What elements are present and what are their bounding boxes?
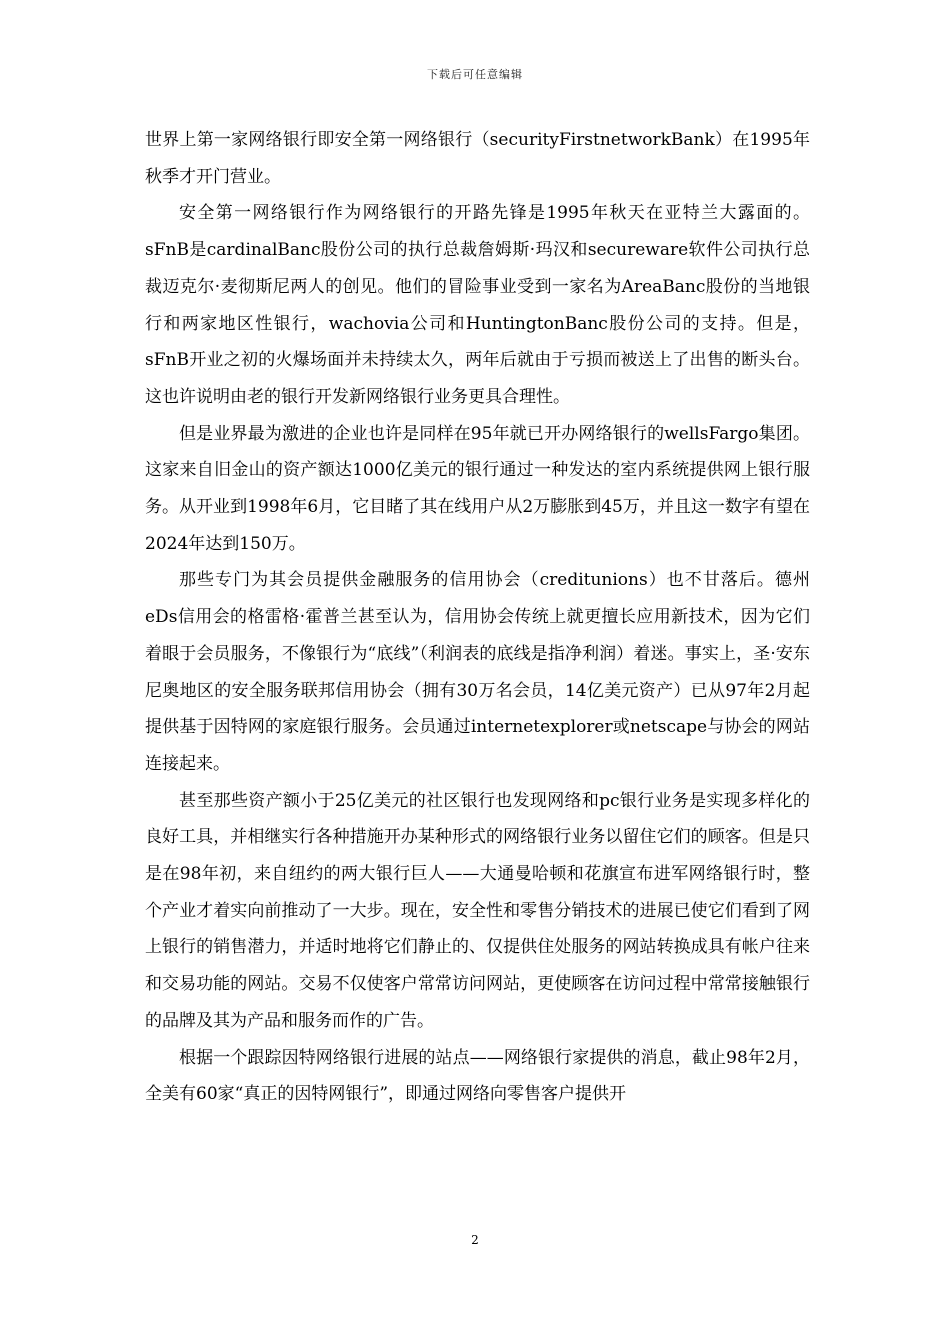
paragraph-4: 那些专门为其会员提供金融服务的信用协会（creditunions）也不甘落后。德州eDs信用会的格雷格·霍普兰甚至认为，信用协会传统上就更擅长应用新技术，因为它们着眼于会员服务，不像银行为“底线”（利润表的底线是指净利润）着迷。事实上，圣·安东尼奥地区的安全服务联邦信用协会（拥有30万名会员，14亿美元资产）已从97年2月起提供基于因特网的家庭银行服务。会员通过internetexplorer或netscape与协会的网站连接起来。 — [145, 570, 810, 774]
paragraph-5: 甚至那些资产额小于25亿美元的社区银行也发现网络和pc银行业务是实现多样化的良好工具，并相继实行各种措施开办某种形式的网络银行业务以留住它们的顾客。但是只是在98年初，来自纽约的两大银行巨人——大通曼哈顿和花旗宣布进军网络银行时，整个产业才着实向前推动了一大步。现在，安全性和零售分销技术的进展已使它们看到了网上银行的销售潜力，并适时地将它们静止的、仅提供住处服务的网站转换成具有帐户往来和交易功能的网站。交易不仅使客户常常访问网站，更使顾客在访问过程中常常接触银行的品牌及其为产品和服务而作的广告。 — [145, 790, 810, 1031]
paragraph-3: 但是业界最为激进的企业也许是同样在95年就已开办网络银行的wellsFargo集团。这家来自旧金山的资产额达1000亿美元的银行通过一种发达的室内系统提供网上银行服务。从开业到1998年6月，它目睹了其在线用户从2万膨胀到45万，并且这一数字有望在2024年达到150万。 — [145, 423, 810, 554]
paragraph-6: 根据一个跟踪因特网络银行进展的站点——网络银行家提供的消息，截止98年2月，全美有60家“真正的因特网银行”，即通过网络向零售客户提供开 — [145, 1047, 810, 1105]
page-number: 2 — [471, 1233, 479, 1247]
document-body — [145, 122, 810, 1113]
paragraph-1: 世界上第一家网络银行即安全第一网络银行（securityFirstnetworkBank）在1995年秋季才开门营业。 — [145, 130, 810, 187]
page-header: 下载后可任意编辑 — [427, 68, 523, 81]
paragraph-2: 安全第一网络银行作为网络银行的开路先锋是1995年秋天在亚特兰大露面的。sFnB是cardinalBanc股份公司的执行总裁詹姆斯·玛汉和secureware软件公司执行总裁迈克尔·麦彻斯尼两人的创见。他们的冒险事业受到一家名为AreaBanc股份的当地银行和两家地区性银行，wachovia公司和HuntingtonBanc股份公司的支持。但是，sFnB开业之初的火爆场面并未持续太久，两年后就由于亏损而被送上了出售的断头台。这也许说明由老的银行开发新网络银行业务更具合理性。 — [145, 203, 810, 407]
